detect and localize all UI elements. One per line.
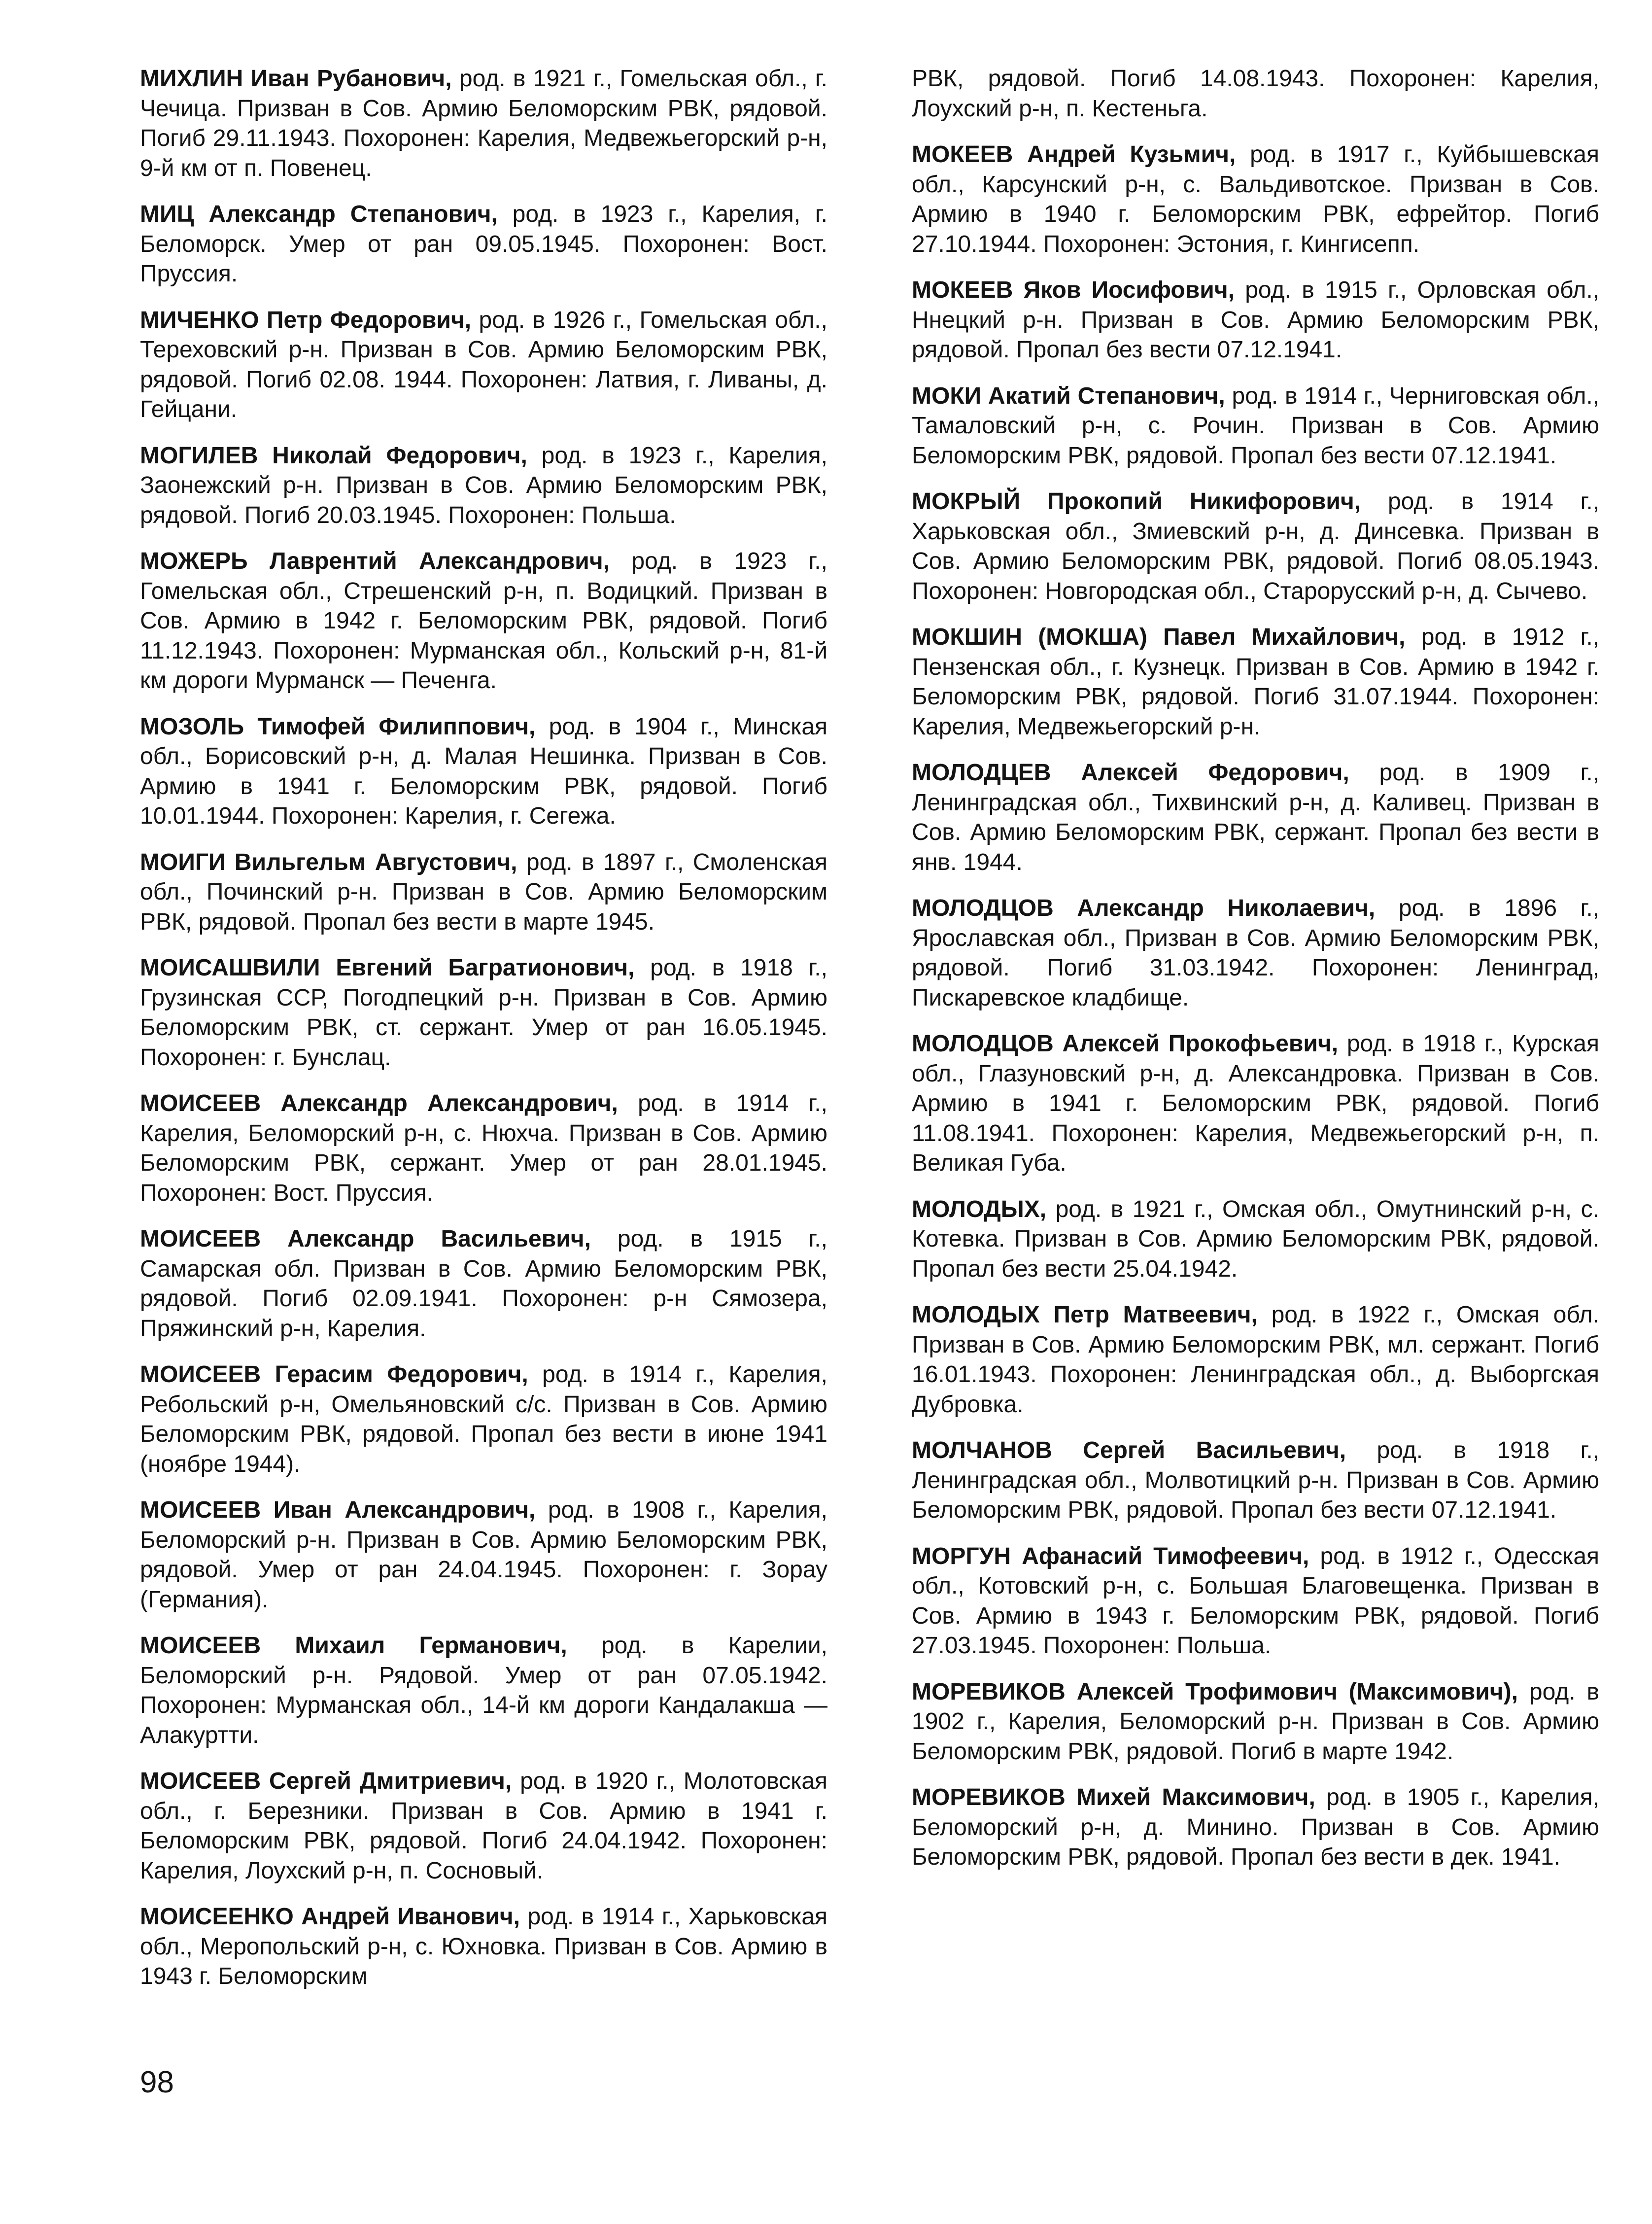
entry-details: род. в 1905 г., Карелия, Беломорский р-н, д. Минино. Призван в Сов. Армию Беломорским РВК, рядовой. Пропал без вести в дек. 1941.: [912, 1784, 1600, 1870]
entry-details: род. в 1902 г., Карелия, Беломорский р-н. Призван в Сов. Армию Беломорским РВК, рядовой. Погиб в марте 1942.: [912, 1678, 1599, 1765]
entry-details: род. в 1914 г., Карелия, Беломорский р-н, с. Нюхча. Призван в Сов. Армию Беломорским РВК, сержант. Умер от ран 28.01.1945. Похоронен: Вост. Пруссия.: [140, 1090, 827, 1206]
entry-name: МОКРЫЙ Прокопий Никифорович,: [912, 488, 1361, 515]
entry-name: МИЧЕНКО Петр Федорович,: [140, 307, 472, 333]
entry-details: род. в 1921 г., Омская обл., Омутнинский р-н, с. Котевка. Призван в Сов. Армию Беломорским РВК, рядовой. Пропал без вести 25.04.1942.: [912, 1196, 1599, 1282]
entry-details: род. в 1918 г., Грузинская ССР, Погодпецкий р-н. Призван в Сов. Армию Беломорским РВК, ст. сержант. Умер от ран 16.05.1945. Похоронен: г. Бунслац.: [140, 955, 827, 1071]
entry: [140, 441, 827, 531]
entry: [912, 758, 1599, 877]
entry: [140, 547, 827, 696]
entry: [140, 1360, 827, 1479]
entry-name: МОИСЕЕВ Александр Александрович,: [140, 1090, 618, 1116]
entry-name: МОИСАШВИЛИ Евгений Багратионович,: [140, 955, 635, 981]
entry-details: род. в 1923 г., Карелия, г. Беломорск. Умер от ран 09.05.1945. Похоронен: Вост. Пруссия.: [140, 201, 827, 287]
entry-name: МОЗОЛЬ Тимофей Филиппович,: [140, 713, 536, 740]
entry-details: род. в 1914 г., Черниговская обл., Тамаловский р-н, с. Рочин. Призван в Сов. Армию Беломорским РВК, рядовой. Пропал без вести 07.12.1941.: [912, 382, 1600, 469]
entry-name: МОИСЕЕВ Сергей Дмитриевич,: [140, 1768, 512, 1794]
entry-details: род. в 1909 г., Ленинградская обл., Тихвинский р-н, д. Каливец. Призван в Сов. Армию Беломорским РВК, сержант. Пропал без вести в янв. 1944.: [912, 760, 1599, 875]
entry-name: МОЛОДЫХ Петр Матвеевич,: [912, 1302, 1258, 1328]
entry: [912, 276, 1599, 365]
entry-name: МОИСЕЕВ Михаил Германович,: [140, 1633, 567, 1659]
entry-name: МОЖЕРЬ Лаврентий Александрович,: [140, 548, 610, 574]
entry: [912, 1677, 1599, 1767]
entry: [912, 1542, 1599, 1661]
entry-details: род. в 1920 г., Молотовская обл., г. Березники. Призван в Сов. Армию в 1941 г. Беломорским РВК, рядовой. Погиб 24.04.1942. Похоронен: Карелия, Лоухский р-н, п. Сосновый.: [140, 1768, 828, 1884]
entry-details: род. в 1914 г., Харьковская обл., Змиевский р-н, д. Динсевка. Призван в Сов. Армию Беломорским РВК, рядовой. Погиб 08.05.1943. Похоронен: Новгородская обл., Старорусский р-н, д. Сычево.: [912, 488, 1599, 604]
entry: [912, 894, 1599, 1013]
entry: [912, 487, 1599, 606]
entry: [140, 1902, 827, 1992]
entry-name: МОКЕЕВ Яков Иосифович,: [912, 277, 1235, 303]
entry-name: МИХЛИН Иван Рубанович,: [140, 66, 452, 92]
entry-name: МОИСЕЕНКО Андрей Иванович,: [140, 1904, 520, 1930]
entry: [912, 1029, 1599, 1179]
entry-name: МОКИ Акатий Степанович,: [912, 382, 1225, 409]
entry-details: род. в 1922 г., Омская обл. Призван в Сов. Армию Беломорским РВК, мл. сержант. Погиб 16.01.1943. Похоронен: Ленинградская обл., д. Выборгская Дубровка.: [912, 1302, 1600, 1418]
entry: [140, 1767, 827, 1886]
entry-name: МОИСЕЕВ Герасим Федорович,: [140, 1361, 528, 1388]
entry: [140, 1224, 827, 1344]
entry: [912, 64, 1599, 124]
entry-details: род. в 1915 г., Самарская обл. Призван в Сов. Армию Беломорским РВК, рядовой. Погиб 02.09.1941. Похоронен: р-н Сямозера, Пряжинский р-н, Карелия.: [140, 1226, 827, 1342]
entry-details: род. в Карелии, Беломорский р-н. Рядовой. Умер от ран 07.05.1942. Похоронен: Мурманская обл., 14-й км дороги Кандалакша — Алакуртти.: [140, 1633, 827, 1748]
entry-details: род. в 1914 г., Карелия, Ребольский р-н, Омельяновский с/с. Призван в Сов. Армию Беломорским РВК, рядовой. Пропал без вести в июне 1941 (ноябре 1944).: [140, 1361, 828, 1477]
entry: [912, 623, 1599, 742]
entry: [140, 306, 827, 425]
entry-details: род. в 1908 г., Карелия, Беломорский р-н. Призван в Сов. Армию Беломорским РВК, рядовой. Умер от ран 24.04.1945. Похоронен: г. Зорау (Германия).: [140, 1497, 827, 1613]
entry: [140, 1631, 827, 1750]
entry-details: род. в 1912 г., Одесская обл., Котовский р-н, с. Большая Благовещенка. Призван в Сов. Армию в 1943 г. Беломорским РВК, рядовой. Погиб 27.03.1945. Похоронен: Польша.: [912, 1543, 1600, 1659]
left-column: [140, 64, 827, 2008]
entry-name: МОГИЛЕВ Николай Федорович,: [140, 442, 527, 469]
entry: [912, 1300, 1599, 1420]
entry: [140, 1089, 827, 1208]
entry-details: род. в 1926 г., Гомельская обл., Тереховский р-н. Призван в Сов. Армию Беломорским РВК, рядовой. Погиб 02.08. 1944. Похоронен: Латвия, г. Ливаны, д. Гейцани.: [140, 307, 827, 422]
entry-details: род. в 1921 г., Гомельская обл., г. Чечица. Призван в Сов. Армию Беломорским РВК, рядовой. Погиб 29.11.1943. Похоронен: Карелия, Медвежьегорский р-н, 9-й км от п. Повенец.: [140, 66, 827, 181]
entry: [140, 1495, 827, 1615]
entry-details: род. в 1897 г., Смоленская обл., Починский р-н. Призван в Сов. Армию Беломорским РВК, рядовой. Пропал без вести в марте 1945.: [140, 849, 827, 935]
entry: [140, 64, 827, 183]
entry-details: РВК, рядовой. Погиб 14.08.1943. Похоронен: Карелия, Лоухский р-н, п. Кестеньга.: [912, 66, 1599, 122]
entry-details: род. в 1918 г., Курская обл., Глазуновский р-н, д. Александровка. Призван в Сов. Армию в 1941 г. Беломорским РВК, рядовой. Погиб 11.08.1941. Похоронен: Карелия, Медвежьегорский р-н, п. Великая Губа.: [912, 1031, 1599, 1176]
entry-name: МОКШИН (МОКША) Павел Михайлович,: [912, 624, 1406, 650]
entry-name: МОЛОДЦЕВ Алексей Федорович,: [912, 760, 1349, 786]
entry-name: МОЛОДЦОВ Александр Николаевич,: [912, 895, 1376, 921]
entry-name: МОЛОДЫХ,: [912, 1196, 1047, 1222]
entry: [912, 1436, 1599, 1526]
entry: [912, 382, 1599, 471]
entry-details: род. в 1914 г., Харьковская обл., Меропольский р-н, с. Юхновка. Призван в Сов. Армию в 1943 г. Беломорским: [140, 1904, 828, 1989]
entry-details: род. в 1923 г., Гомельская обл., Стрешенский р-н, п. Водицкий. Призван в Сов. Армию в 1942 г. Беломорским РВК, рядовой. Погиб 11.12.1943. Похоронен: Мурманская обл., Кольский р-н, 81-й км дороги Мурманск — Печенга.: [140, 548, 827, 694]
entry-name: МОРЕВИКОВ Михей Максимович,: [912, 1784, 1315, 1810]
entry-name: МОКЕЕВ Андрей Кузьмич,: [912, 141, 1236, 168]
entry-name: МОИСЕЕВ Иван Александрович,: [140, 1497, 536, 1523]
entry: [912, 1783, 1599, 1873]
entry-details: род. в 1923 г., Карелия, Заонежский р-н. Призван в Сов. Армию Беломорским РВК, рядовой. Погиб 20.03.1945. Похоронен: Польша.: [140, 442, 827, 528]
entry-name: МОЛЧАНОВ Сергей Васильевич,: [912, 1437, 1346, 1463]
entry-name: МОЛОДЦОВ Алексей Прокофьевич,: [912, 1031, 1339, 1057]
entry-name: МОРГУН Афанасий Тимофеевич,: [912, 1543, 1309, 1569]
entry: [140, 953, 827, 1073]
entry: [140, 848, 827, 938]
entry-details: род. в 1912 г., Пензенская обл., г. Кузнецк. Призван в Сов. Армию в 1942 г. Беломорским РВК, рядовой. Погиб 31.07.1944. Похоронен: Карелия, Медвежьегорский р-н.: [912, 624, 1600, 740]
entry-name: МОИГИ Вильгельм Августович,: [140, 849, 517, 875]
entry: [912, 1195, 1599, 1285]
entry-name: МОРЕВИКОВ Алексей Трофимович (Максимович),: [912, 1678, 1518, 1705]
entry-details: род. в 1918 г., Ленинградская обл., Молвотицкий р-н. Призван в Сов. Армию Беломорским РВК, рядовой. Пропал без вести 07.12.1941.: [912, 1437, 1599, 1523]
right-column: [912, 64, 1599, 1889]
entry-details: род. в 1896 г., Ярославская обл., Призван в Сов. Армию Беломорским РВК, рядовой. Погиб 31.03.1942. Похоронен: Ленинград, Пискаревское кладбище.: [912, 895, 1599, 1011]
entry-details: род. в 1917 г., Куйбышевская обл., Карсунский р-н, с. Вальдивотское. Призван в Сов. Армию в 1940 г. Беломорским РВК, ефрейтор. Погиб 27.10.1944. Похоронен: Эстония, г. Кингисепп.: [912, 141, 1599, 257]
entry-details: род. в 1915 г., Орловская обл., Ннецкий р-н. Призван в Сов. Армию Беломорским РВК, рядовой. Пропал без вести 07.12.1941.: [912, 277, 1600, 363]
entry-name: МИЦ Александр Степанович,: [140, 201, 498, 227]
entry-details: род. в 1904 г., Минская обл., Борисовский р-н, д. Малая Нешинка. Призван в Сов. Армию в 1941 г. Беломорским РВК, рядовой. Погиб 10.01.1944. Похоронен: Карелия, г. Сегежа.: [140, 713, 828, 829]
entry: [140, 200, 827, 289]
entry: [140, 712, 827, 832]
page-number: 98: [140, 2065, 174, 2099]
entry-name: МОИСЕЕВ Александр Васильевич,: [140, 1226, 591, 1252]
entry: [912, 140, 1599, 259]
